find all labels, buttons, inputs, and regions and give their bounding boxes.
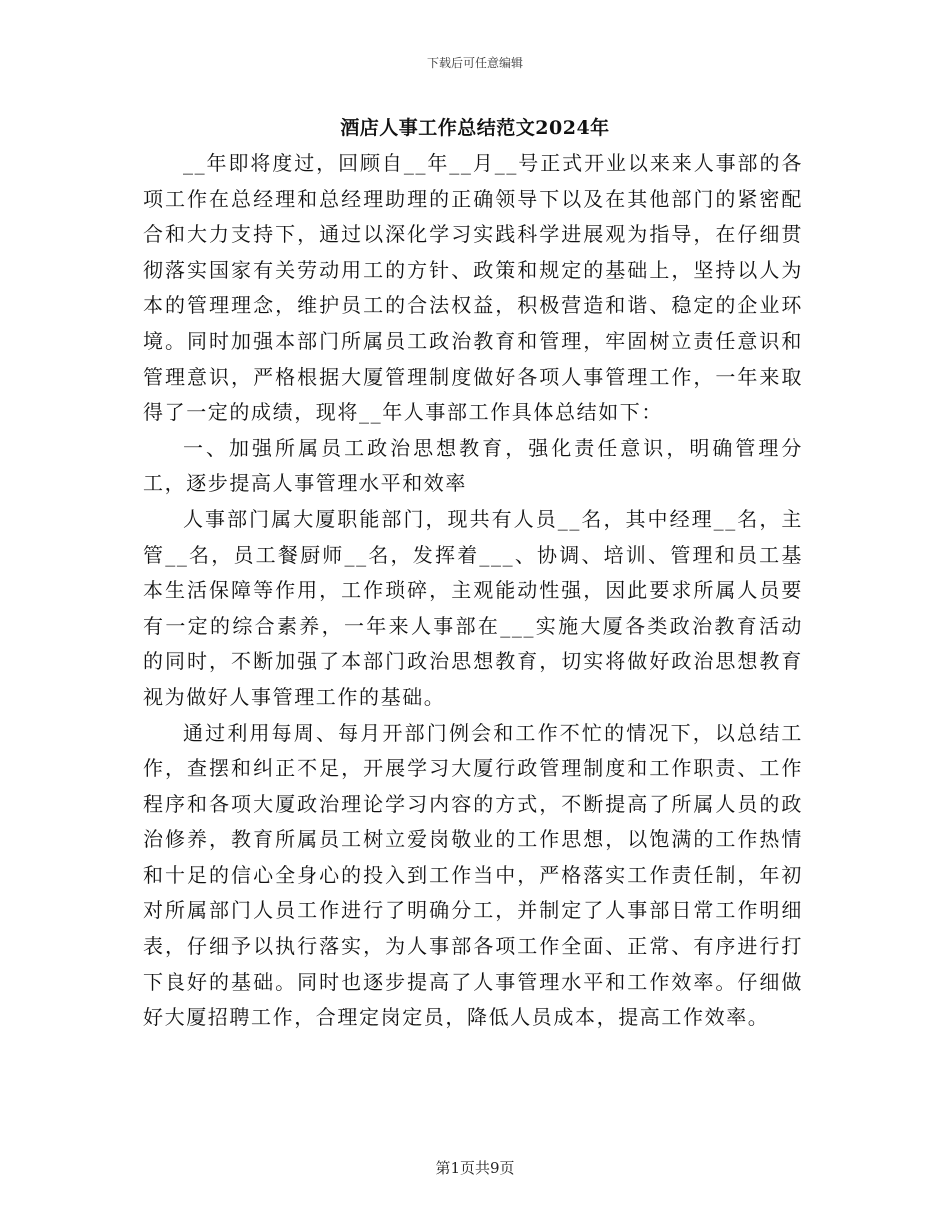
document-title: 酒店人事工作总结范文2024年 [340, 117, 610, 139]
page-number-footer: 第1页共9页 [435, 1159, 515, 1177]
page-header-note: 下载后可任意编辑 [426, 56, 523, 70]
document-body [143, 146, 803, 1036]
paragraph-intro: __年即将度过，回顾自__年__月__号正式开业以来来人事部的各项工作在总经理和总经理助理的正确领导下以及在其他部门的紧密配合和大力支持下，通过以深化学习实践科学进展观为指导，在仔细贯彻落实国家有关劳动用工的方针、政策和规定的基础上，坚持以人为本的管理理念，维护员工的合法权益，积极营造和谐、稳定的企业环境。同时加强本部门所属员工政治教育和管理，牢固树立责任意识和管理意识，严格根据大厦管理制度做好各项人事管理工作，一年来取得了一定的成绩，现将__年人事部工作具体总结如下： [143, 151, 803, 425]
paragraph-department-overview: 人事部门属大厦职能部门，现共有人员__名，其中经理__名，主管__名，员工餐厨师__名，发挥着___、协调、培训、管理和员工基本生活保障等作用，工作琐碎，主观能动性强，因此要求所属人员要有一定的综合素养，一年来人事部在___实施大厦各类政治教育活动的同时，不断加强了本部门政治思想教育，切实将做好政治思想教育视为做好人事管理工作的基础。 [143, 506, 803, 709]
paragraph-work-methods: 通过利用每周、每月开部门例会和工作不忙的情况下，以总结工作，查摆和纠正不足，开展学习大厦行政管理制度和工作职责、工作程序和各项大厦政治理论学习内容的方式，不断提高了所属人员的政治修养，教育所属员工树立爱岗敬业的工作思想，以饱满的工作热情和十足的信心全身心的投入到工作当中，严格落实工作责任制，年初对所属部门人员工作进行了明确分工，并制定了人事部日常工作明细表，仔细予以执行落实，为人事部各项工作全面、正常、有序进行打下良好的基础。同时也逐步提高了人事管理水平和工作效率。仔细做好大厦招聘工作，合理定岗定员，降低人员成本，提高工作效率。 [143, 720, 803, 1030]
paragraph-section-heading: 一、加强所属员工政治思想教育，强化责任意识，明确管理分工，逐步提高人事管理水平和效率 [143, 435, 803, 496]
